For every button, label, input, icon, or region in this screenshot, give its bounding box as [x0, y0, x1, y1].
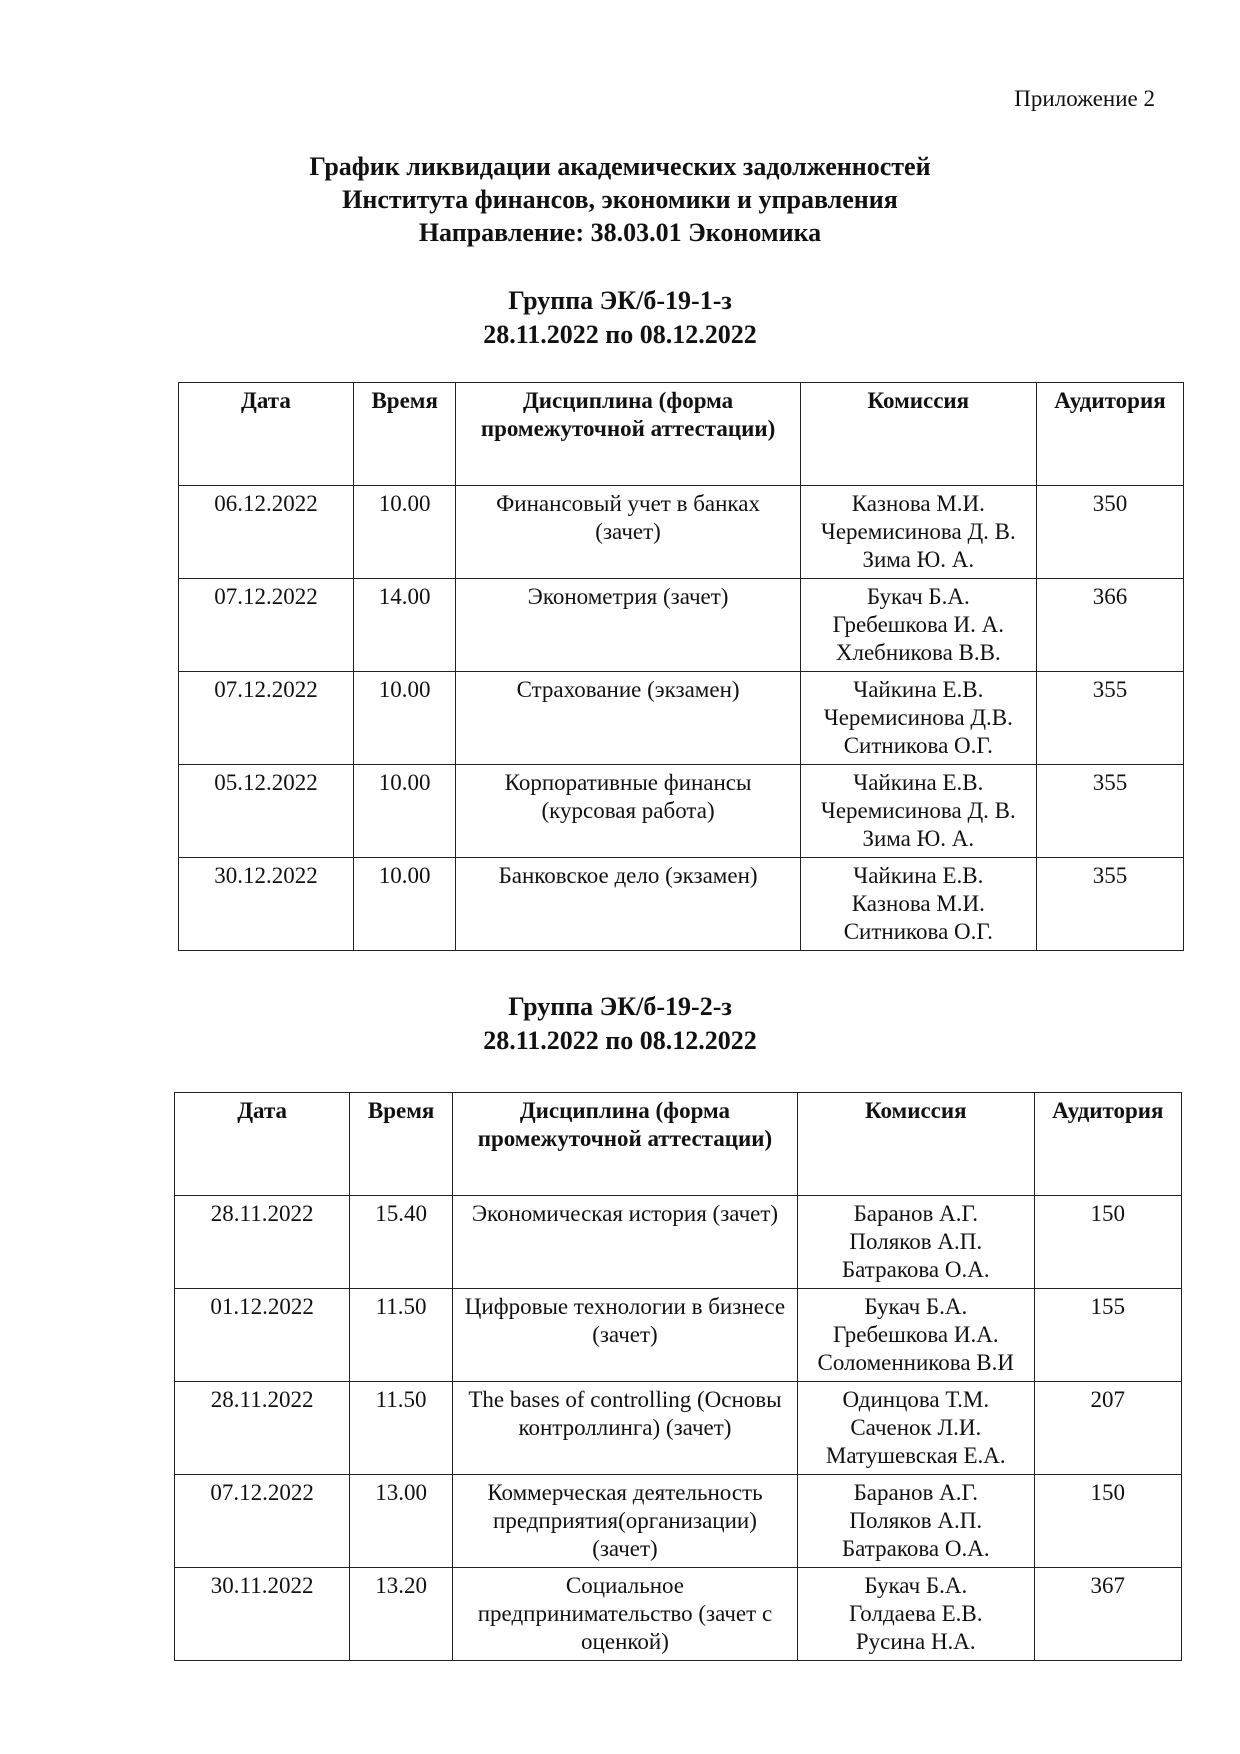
room-cell: 366 [1036, 579, 1183, 672]
col-room-header: Аудитория [1034, 1093, 1181, 1196]
commission-member: Одинцова Т.М. [842, 1387, 990, 1412]
group-period: 28.11.2022 по 08.12.2022 [483, 320, 757, 349]
date-cell: 01.12.2022 [175, 1289, 350, 1382]
col-date-header: Дата [179, 383, 354, 486]
table-row [175, 1382, 1182, 1475]
date-cell: 30.12.2022 [179, 858, 354, 951]
table-header-row [175, 1093, 1182, 1196]
discipline-cell: Социальное предпринимательство (зачет с оценкой) [452, 1568, 797, 1661]
time-cell: 13.00 [350, 1475, 453, 1568]
room-cell: 155 [1034, 1289, 1181, 1382]
schedule-table-group-2 [174, 1092, 1182, 1661]
commission-member: Ситникова О.Г. [843, 733, 993, 758]
document-title [0, 150, 1240, 249]
commission-member: Батракова О.А. [841, 1536, 990, 1561]
table-row [175, 1196, 1182, 1289]
col-discipline-header: Дисциплина (форма промежуточной аттестации) [452, 1093, 797, 1196]
commission-member: Баранов А.Г. [853, 1480, 978, 1505]
commission-member: Букач Б.А. [864, 1294, 968, 1319]
group-1-heading [0, 284, 1240, 352]
discipline-cell: Экономическая история (зачет) [452, 1196, 797, 1289]
commission-cell [797, 1475, 1034, 1568]
commission-cell [800, 858, 1036, 951]
commission-member: Матушевская Е.А. [825, 1443, 1006, 1468]
time-cell: 15.40 [350, 1196, 453, 1289]
table-row [179, 765, 1184, 858]
commission-member: Казнова М.И. [851, 491, 985, 516]
table-row [175, 1289, 1182, 1382]
commission-member: Чайкина Е.В. [853, 677, 984, 702]
room-cell: 150 [1034, 1475, 1181, 1568]
table-row [179, 579, 1184, 672]
group-name: Группа ЭК/б-19-1-з [508, 286, 732, 315]
discipline-cell: Корпоративные финансы (курсовая работа) [456, 765, 800, 858]
table-row [175, 1568, 1182, 1661]
commission-member: Зима Ю. А. [862, 547, 975, 572]
room-cell: 207 [1034, 1382, 1181, 1475]
commission-member: Поляков А.П. [849, 1229, 983, 1254]
room-cell: 355 [1036, 672, 1183, 765]
discipline-cell: Банковское дело (экзамен) [456, 858, 800, 951]
commission-cell [797, 1196, 1034, 1289]
room-cell: 150 [1034, 1196, 1181, 1289]
commission-member: Букач Б.А. [866, 584, 970, 609]
col-time-header: Время [350, 1093, 453, 1196]
commission-member: Хлебникова В.В. [835, 640, 1001, 665]
group-2-heading [0, 990, 1240, 1058]
group-period: 28.11.2022 по 08.12.2022 [483, 1026, 757, 1055]
discipline-cell: Страхование (экзамен) [456, 672, 800, 765]
group-name: Группа ЭК/б-19-2-з [508, 992, 732, 1021]
commission-member: Чайкина Е.В. [853, 770, 984, 795]
time-cell: 10.00 [353, 486, 456, 579]
date-cell: 28.11.2022 [175, 1382, 350, 1475]
discipline-cell: Финансовый учет в банках (зачет) [456, 486, 800, 579]
table-body [179, 486, 1184, 951]
time-cell: 11.50 [350, 1382, 453, 1475]
time-cell: 14.00 [353, 579, 456, 672]
commission-member: Батракова О.А. [841, 1257, 990, 1282]
discipline-cell: Коммерческая деятельность предприятия(организации) (зачет) [452, 1475, 797, 1568]
time-cell: 13.20 [350, 1568, 453, 1661]
commission-member: Казнова М.И. [851, 891, 985, 916]
commission-member: Гребешкова И. А. [832, 612, 1004, 637]
commission-cell [797, 1289, 1034, 1382]
room-cell: 367 [1034, 1568, 1181, 1661]
date-cell: 05.12.2022 [179, 765, 354, 858]
date-cell: 06.12.2022 [179, 486, 354, 579]
commission-member: Зима Ю. А. [862, 826, 975, 851]
commission-member: Букач Б.А. [864, 1573, 968, 1598]
table-body [175, 1196, 1182, 1661]
commission-cell [797, 1568, 1034, 1661]
commission-cell [800, 765, 1036, 858]
table-row [179, 858, 1184, 951]
schedule-table-group-1 [178, 382, 1184, 951]
time-cell: 10.00 [353, 672, 456, 765]
commission-member: Черемисинова Д.В. [823, 705, 1013, 730]
commission-cell [800, 579, 1036, 672]
date-cell: 30.11.2022 [175, 1568, 350, 1661]
commission-cell [800, 672, 1036, 765]
commission-member: Поляков А.П. [849, 1508, 983, 1533]
table-header-row [179, 383, 1184, 486]
room-cell: 355 [1036, 765, 1183, 858]
commission-cell [800, 486, 1036, 579]
commission-member: Чайкина Е.В. [853, 863, 984, 888]
commission-member: Гребешкова И.А. [832, 1322, 999, 1347]
commission-member: Черемисинова Д. В. [820, 519, 1016, 544]
table-row [175, 1475, 1182, 1568]
appendix-label: Приложение 2 [1014, 86, 1155, 111]
commission-member: Голдаева Е.В. [849, 1601, 983, 1626]
commission-member: Баранов А.Г. [853, 1201, 978, 1226]
col-date-header: Дата [175, 1093, 350, 1196]
table-row [179, 486, 1184, 579]
date-cell: 07.12.2022 [179, 672, 354, 765]
commission-member: Саченок Л.И. [850, 1415, 982, 1440]
date-cell: 28.11.2022 [175, 1196, 350, 1289]
commission-member: Ситникова О.Г. [843, 919, 993, 944]
time-cell: 10.00 [353, 765, 456, 858]
col-time-header: Время [353, 383, 456, 486]
commission-member: Русина Н.А. [855, 1629, 976, 1654]
col-commission-header: Комиссия [797, 1093, 1034, 1196]
discipline-cell: The bases of controlling (Основы контроллинга) (зачет) [452, 1382, 797, 1475]
time-cell: 11.50 [350, 1289, 453, 1382]
table-row [179, 672, 1184, 765]
title-line-2: Института финансов, экономики и управления [342, 185, 898, 214]
discipline-cell: Цифровые технологии в бизнесе (зачет) [452, 1289, 797, 1382]
col-room-header: Аудитория [1036, 383, 1183, 486]
discipline-cell: Эконометрия (зачет) [456, 579, 800, 672]
commission-member: Соломенникова В.И [817, 1350, 1015, 1375]
room-cell: 355 [1036, 858, 1183, 951]
date-cell: 07.12.2022 [175, 1475, 350, 1568]
col-commission-header: Комиссия [800, 383, 1036, 486]
time-cell: 10.00 [353, 858, 456, 951]
col-discipline-header: Дисциплина (форма промежуточной аттестации) [456, 383, 800, 486]
room-cell: 350 [1036, 486, 1183, 579]
commission-cell [797, 1382, 1034, 1475]
commission-member: Черемисинова Д. В. [820, 798, 1016, 823]
title-line-3: Направление: 38.03.01 Экономика [418, 218, 822, 247]
title-line-1: График ликвидации академических задолженностей [309, 152, 931, 181]
date-cell: 07.12.2022 [179, 579, 354, 672]
